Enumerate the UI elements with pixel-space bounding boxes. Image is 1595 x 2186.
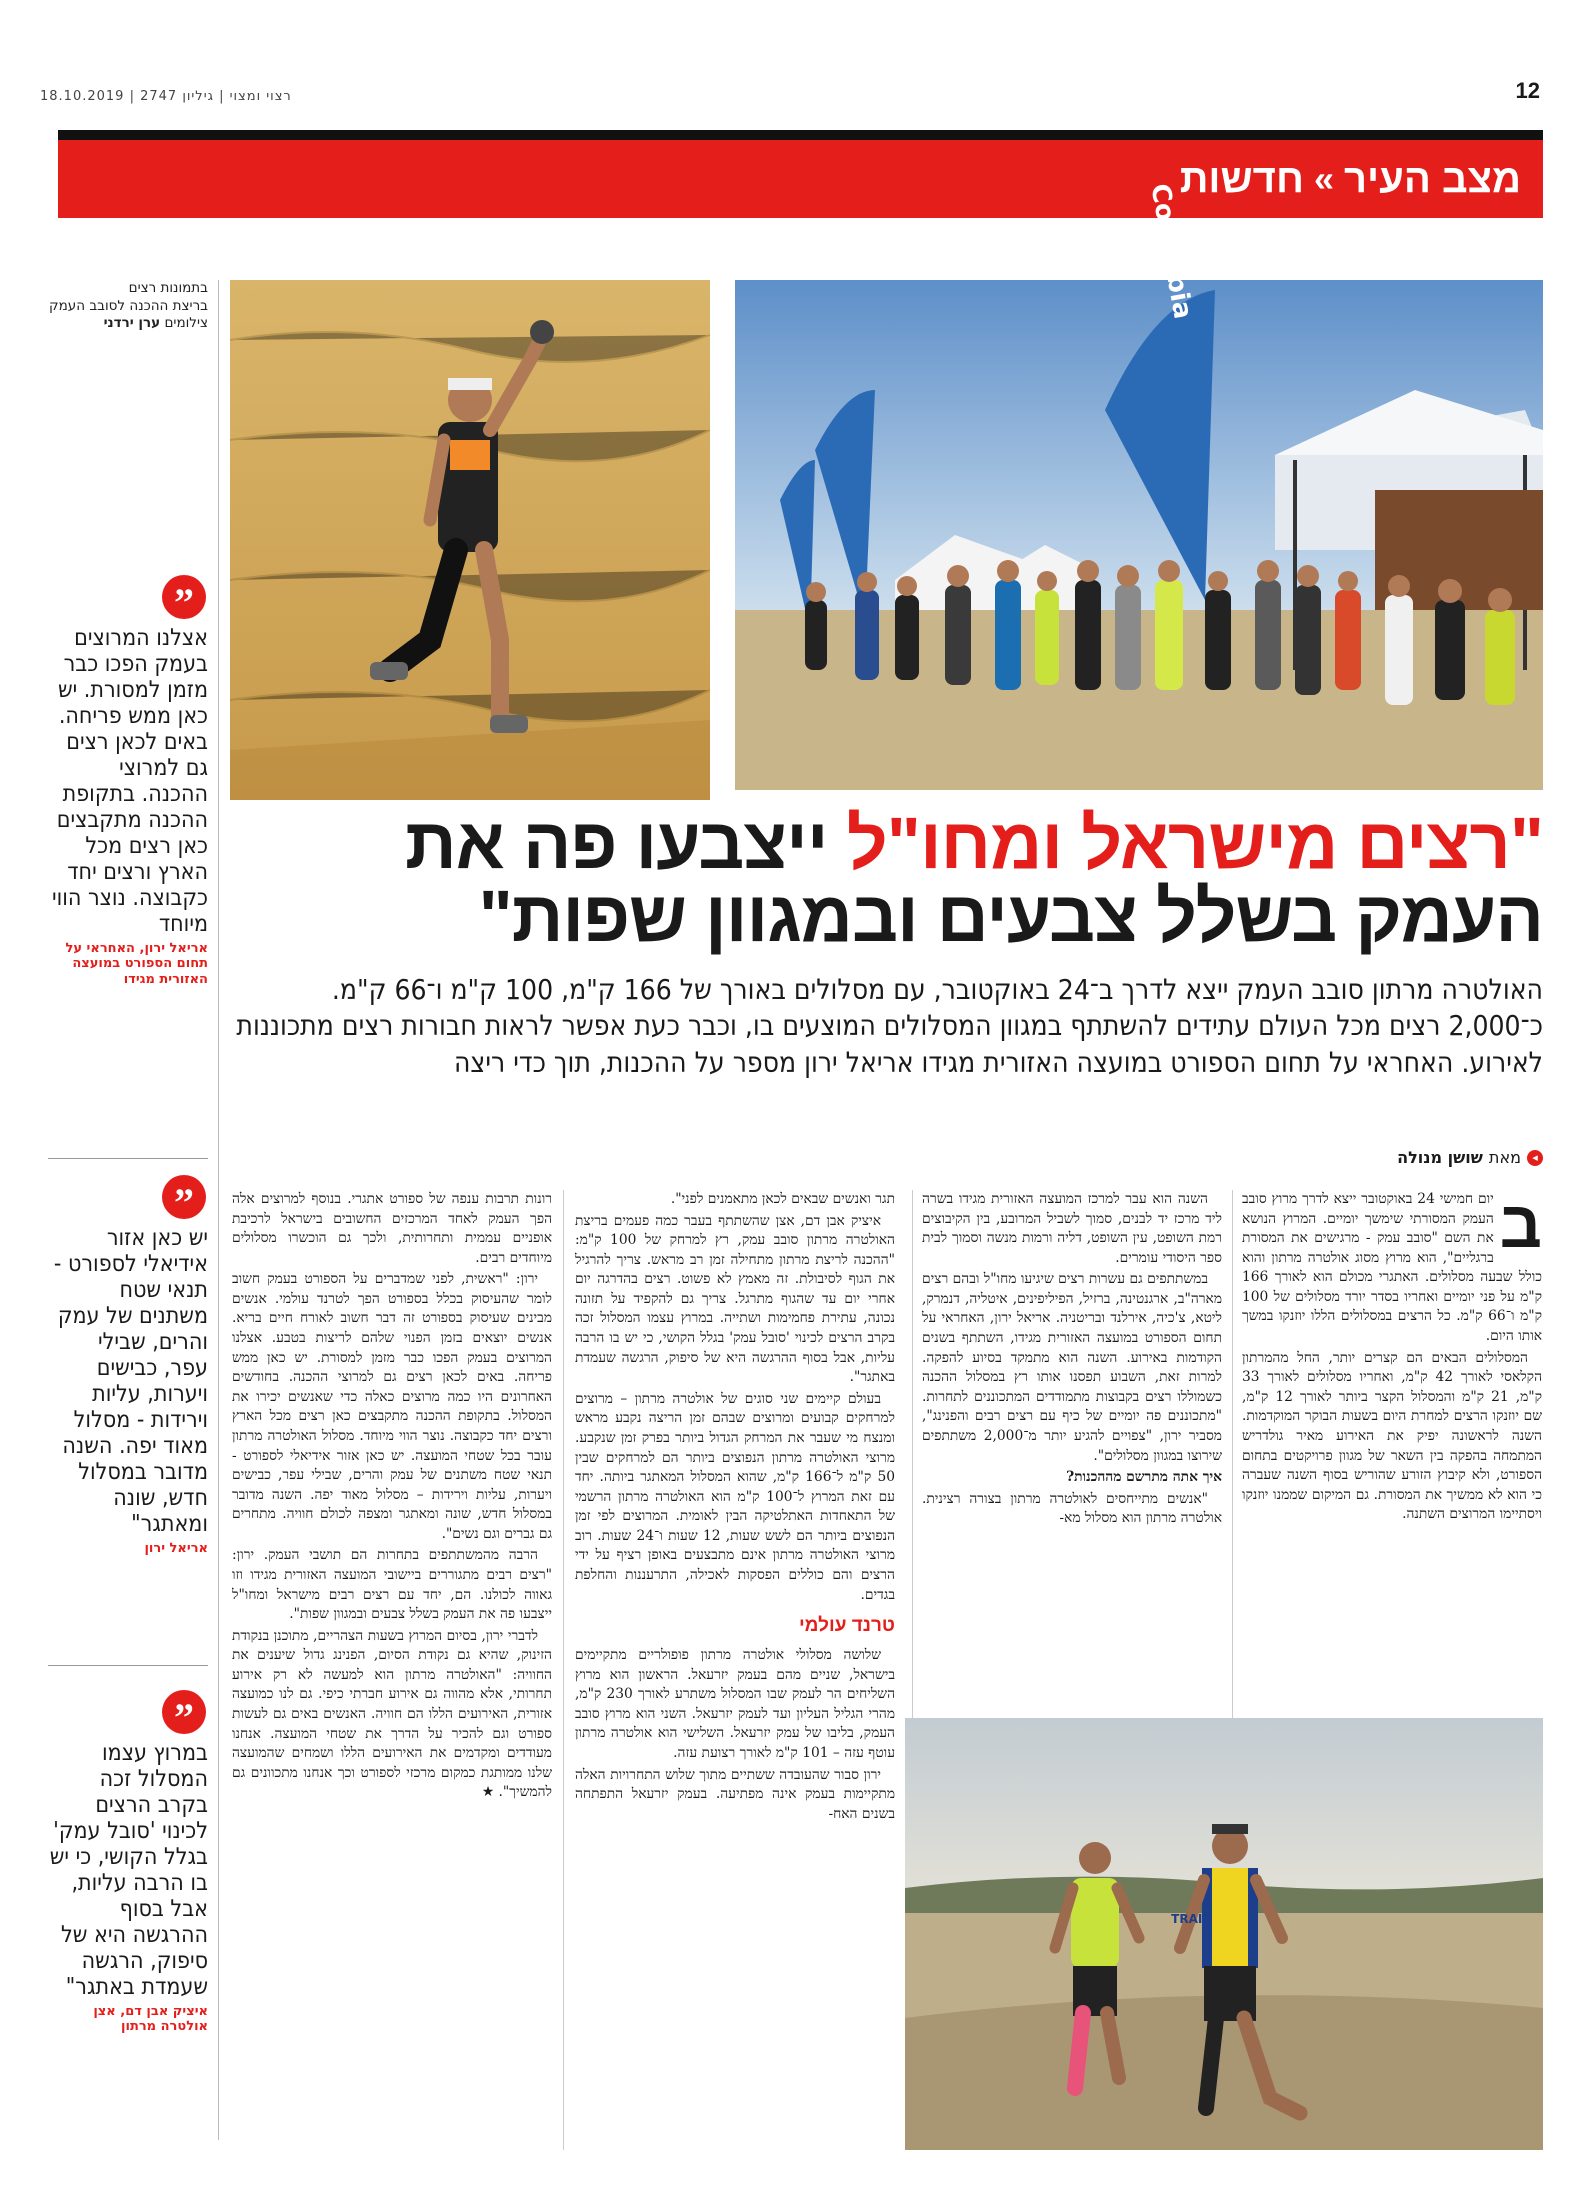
jersey-text: TRAIL [1171,1912,1210,1926]
pull-quote-3 [48,1690,208,2035]
photo-solo-runner [230,280,710,800]
drop-cap: ב [1499,1187,1542,1261]
paragraph: יום חמישי 24 באוקטובר ייצא לדרך מרוץ סובב העמק המסורתי שימשך יומיים. המרוץ הנושא את השם "סובב עמק - מרגישים את המסורת ברגליים", הוא מרוץ מסוג אולטרה מרתון והוא כולל שבעה מסלולים. האתגרי מכולם הוא לאורך 166 ק"מ על פני יומיים ואחריו בסדר יורד מסלולים של 100 ק"מ ו־66 ק"מ. כל הרצים במסלולים הללו יוזנקו במשך אותו היום. [1242,1191,1542,1345]
headline-black-part: ייצבעו פה את העמק בשלל צבעים ובמגוון שפות" [405,804,1543,958]
photo-two-runners [905,1718,1543,2150]
credit-line-2: בריצת ההכנה לסובב העמק [49,297,208,314]
pull-quote-text: אצלנו המרוצים בעמק הפכו כבר מזמן למסורת. יש כאן ממש פריחה. באים לכאן רצים גם למרוצי ההכנה. בתקופת ההכנה מתקבצים כאן רצים מכל הארץ ורצים יחד כקבוצה. נוצר הווי מיוחד [51,625,208,937]
pull-quote-text: במרוץ עצמו המסלול זכה בקרב הרצים לכינוי 'סובל עמק' בגלל הקושי, כי יש בו הרבה עליות, אבל בסוף ההרגשה היא של סיפוק, הרגשה שעמדת באתגר" [49,1740,208,2000]
page-header-line [40,78,1540,104]
article-subheadline: האולטרה מרתון סובב העמק ייצא לדרך ב־24 באוקטובר, עם מסלולים באורך של 166 ק"מ, 100 ק"מ ו־66 ק"מ. כ־2,000 רצים מכל העולם עתידים להשתתף במגוון המסלולים המוצעים בו, וכבר כעת אפשר לראות חבורות רצים מתכוננות לאירוע. האחראי על תחום הספורט במועצה האזורית מגידו אריאל ירון מספר על ההכנות, תוך כדי ריצה [236,973,1543,1079]
arrow-bullet-icon: ◂ [1527,1150,1543,1166]
column-rule [563,1190,564,2150]
photo-credit [48,280,208,333]
subsection-name: חדשות [1179,156,1304,201]
banner-brand-text: Columbia [1144,181,1198,322]
issue-meta: רצוי ומצוי | גיליון 2747 | 18.10.2019 [40,89,292,104]
sidebar-vertical-rule [218,280,219,2140]
section-title [1180,157,1521,202]
credit-line-1: בתמונות רצים [128,280,208,296]
column-rule [912,1190,913,1720]
quote-mark-icon: ” [162,1175,206,1219]
paragraph: לדברי ירון, בסיום המרוץ בשעות הצהריים, מתוכנן בנקודת הזינוק, שהיא גם נקודת הסיום, הפנינג גדול שיענים את החוויה: "האולטרה מרתון הוא למעשה לא רק אירוע תחרותי, אלא מהווה גם אירוע חברתי כיפי. גם לנו כמועצה אזורית, האירועים הללו הם חוויה. האנשים באים גם לעשות ספורט וגם להכיר על הדרך את שטחי המועצה. אנחנו מעודדים ומקדמים את האירועים הללו ושמחים שהמועצה שלנו ממותגת כמקום מרכזי לספורט וכך אנחנו מתכוונים גם להמשיך". ★ [232,1627,552,1801]
photo-group-start [735,181,1543,790]
section-subheading: טרנד עולמי [798,1615,895,1637]
section-name: מצב העיר [1344,156,1521,201]
pull-quote-1 [48,575,208,988]
paragraph: השנה הוא עבר למרכז המועצה האזורית מגידו בשרה ליד מרכז יד לבנים, סמוך לשביל המרובע, בין הקיבוצים רמת השופט, עין השופט, דליה ורמות מנשה וסמוך לבית ספר היסודי עומרים. [922,1191,1222,1266]
pull-quote-cite: אריאל ירון, האחראי על תחום הספורט במועצה האזורית מגידו [65,940,208,987]
paragraph: רונות תרבות ענפה של ספורט אתגרי. בנוסף למרוצים אלה הפך העמק לאחד המרכזים החשובים בישראל לרכיבת אופניים עממית ותחרותית, ולכך גם הוכשרו מסלולים מיוחדים רבים. [232,1191,552,1266]
paragraph: במשתתפים גם עשרות רצים שיגיעו מחו"ל ובהם רצים מארה"ב, ארגנטינה, ברזיל, הפיליפינים, איטליה, דנמרק, ליטא, צ'כיה, אירלנד ובריטניה. אריאל ירון, האחראי על תחום הספורט במועצה האזורית מגידו, השתתף בשנים הקודמות באירוע. השנה הוא מתמקד בסיוע להפקה. למרות זאת, השבוע תפסנו אותו רץ במסלול ההכנה כשמוללו רצים בקבוצות מתמודדים המתכוננים לתחרות. "מתכוננים פה יומיים של כיף עם רצים רבים והפנינג", מסביר ירון, "צפויים להגיע יותר מ־2,000 משתתפים שירוצו במגוון מסלולים". [922,1271,1222,1464]
article-column-4 [232,1190,552,1805]
pull-quote-cite: אריאל ירון [144,1540,208,1556]
article-column-3 [575,1190,895,1826]
paragraph: ירון סבור שהעובדה ששתיים מתוך שלוש התחרויות האלה מתקיימות בעמק אינה מפתיעה. בעמק יזרעאל התפתחה בשנים האח- [575,1766,895,1822]
paragraph: ירון: "ראשית, לפני שמדברים על הספורט בעמק חשוב לומר שהעיסוק בכלל בספורט הפך לטרנד עולמי. אנשים מבינים שעיסוק בספורט זה דבר חשוב לאורח חיים בריא. אנשים יוצאים בזמן הפנוי שלהם לריצות בטבע. אצלנו המרוצים בעמק הפכו כבר מזמן למסורת. יש כאן ממש פריחה. באים לכאן רצים גם למרוצי ההכנה. בחודשים האחרונים היו כמה מרוצים כאלה כדי שאנשים יכירו את המסלול. בתקופת ההכנה מתקבצים כאן רצים מכל הארץ ורצים יחד כקבוצה. נוצר הווי מיוחד. מסלול האולטרה מרתון עובר בכל שטחי המועצה. יש כאן אזור אידיאלי לספורט - תנאי שטח משתנים של עמק והרים, שבילי עפר, כבישים ויערות, עליות וירידות – מסלול מאוד יפה. השנה מדובר במסלול חדש, שונה ומאתגר ומצפה לכולם חוויה. מתחרים גם גברים וגם נשים". [232,1271,552,1542]
article-column-2 [922,1190,1222,1531]
group-start-image [735,181,1543,790]
photographer-name: ערן ירדני [103,315,161,332]
double-chevron-icon: » [1313,158,1334,199]
quote-mark-icon: ” [162,575,206,619]
paragraph: המסלולים הבאים הם קצרים יותר, החל מהמרתון הקלאסי לאורך 42 ק"מ, ואחריו מסלולים לאורך 33 ק"מ, 21 ק"מ והמסלול הקצר ביותר לאורך 12 ק"מ, שם יוזנקו הרצים למחרת היום בשעות הבוקר המוקדמות. השנה לראשונה יפיק את האירוע מאיר גולדריש המתמחה בהפקה בין השאר של מגוון פרויקטים בתחום הספורט, ולא קיבוץ הזורע שהוריש בסוף השנה שעברה כי הוא לא ממשיך את המסורת. גם המיקום שממנו יוזנקו ויסתיימו המרוצים השתנה. [1242,1349,1543,1523]
sidebar-divider [48,1158,208,1159]
sidebar-divider [48,1665,208,1666]
author-name: שושן מנולה [1397,1148,1483,1167]
credit-line-3 [48,315,208,333]
pull-quote-cite: איציק אבן דם, אצן אולטרה מרתון [93,2003,208,2035]
credit-prefix: צילומים [164,315,208,332]
paragraph: איציק אבן דם, אצן שהשתתף בעבר כמה פעמים בריצת האולטרה מרתון סובב עמק, רץ למרחק של 100 ק"מ: "ההכנה לריצת מרתון מתחילה זמן רב מראש. צריך להרגיל את הגוף לסיבולת. זה מאמץ לא פשוט. רצים בהדרגה יום אחרי יום עד שהגוף מתרגל. צריך גם להקפיד על תזונה נכונה, עתירת פחמימות ושתייה. במרוץ עצמו המסלול זכה בקרב הרצים לכינוי 'סובל עמק' בגלל הקושי, כי יש בו הרבה עליות, אבל בסוף ההרגשה היא של סיפוק, הרגשה שעמדת באתגר". [575,1212,895,1386]
paragraph: הרבה מהמשתתפים בתחרות הם תושבי העמק. ירון: "רצים רבים מתגוררים ביישובי המועצה האזורית מגידו וזו גאווה לכולנו. הם, יחד עם רצים רבים מישראל ומחו"ל ייצבעו פה את העמק בשלל צבעים ובמגוון שפות". [232,1547,552,1623]
page-number: 12 [1515,78,1540,103]
byline [1397,1148,1543,1167]
section-banner [58,130,1543,218]
paragraph: שלושה מסלולי אולטרה מרתון פופולריים מתקיימים בישראל, שניים מהם בעמק יזרעאל. הראשון הוא מרוץ השליחים הר לעמק שבו המסלול משתרע לאורך 230 ק"מ, מהרי הגליל העליון ועד לעמק יזרעאל. השני הוא מרוץ סובב העמק, בליבו של עמק יזרעאל. השלישי הוא אולטרה מרתון עוטף עזה – 101 ק"מ לאורך רצועת עזה. [575,1647,896,1761]
quote-mark-icon: ” [162,1690,206,1734]
pull-quote-text: יש כאן אזור אידיאלי לספורט - תנאי שטח משתנים של עמק והרים, שבילי עפר, כבישים ויערות, עליות וירידות - מסלול מאוד יפה. השנה מדובר במסלול חדש, שונה ומאתגר" [53,1225,208,1537]
article-column-1 [1242,1187,1543,1527]
paragraph: "אנשים מתייחסים לאולטרה מרתון בצורה רצינית. אולטרה מרתון הוא מסלול מא- [922,1490,1222,1527]
byline-prefix: מאת [1488,1148,1521,1167]
pull-quote-2 [48,1175,208,1556]
interview-question: איך אתה מתרשם מההכנות? [1066,1469,1222,1486]
headline-red-part: "רצים מישראל ומחו"ל [846,804,1543,884]
two-runners-image [905,1718,1543,2150]
paragraph: בעולם קיימים שני סוגים של אולטרה מרתון – מרוצים למרחקים קבועים ומרוצים שבהם זמן הריצה נקבע מראש ומנצח מי שעבר את המרחק הגדול ביותר בפרק זמן שנקבע. מרוצי האולטרה מרתון הנפוצים ביותר הם למרחקים שבין 50 ק"מ ל־166 ק"מ, שהוא המסלול המאתגר ביותה. יחד עם זאת המרוץ ל־100 ק"מ הוא האולטרה מרתון הרשמי של התאחדות האתלטיקה הבין לאומית. המרוצים לפי זמן הנפוצים ביותר הם לשש שעות, 12 שעות ו־24 שעות. רוב מרוצי האולטרה מרתון אינם מתבצעים באופן רציף על ידי הרצים והם כוללים הפסקות לאכילה, התרעננות והחלפת בגדים. [575,1390,896,1603]
article-headline [235,804,1543,958]
paragraph: תגר ואנשים שבאים לכאן מתאמנים לפני". [670,1191,895,1207]
solo-runner-image [230,280,710,800]
